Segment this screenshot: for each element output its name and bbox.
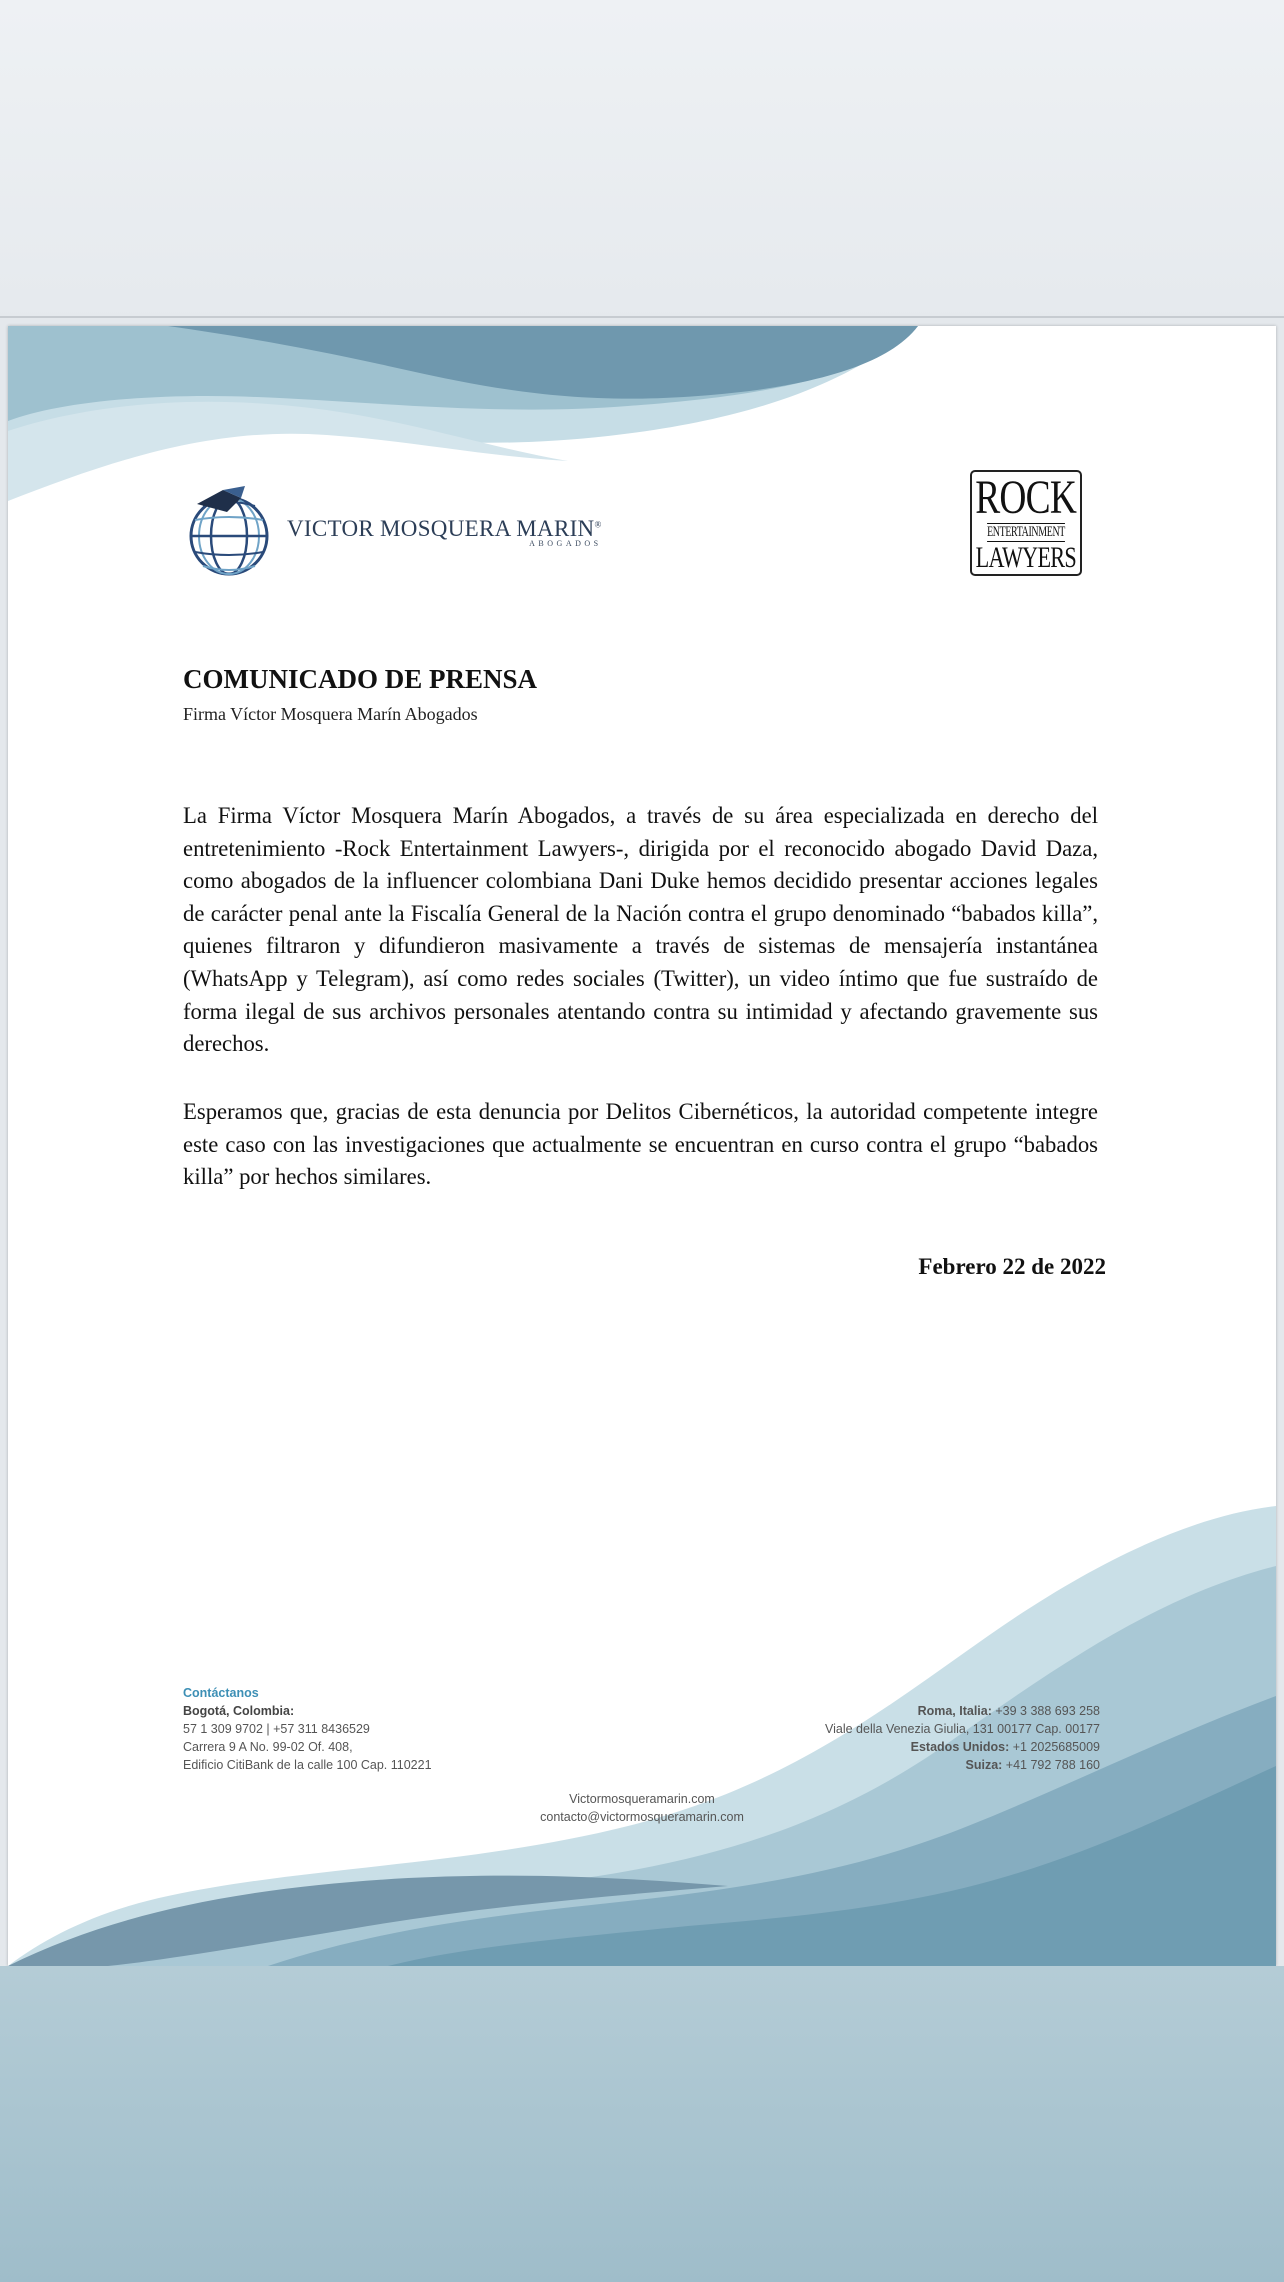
rock-logo-line1: ROCK [975,470,1077,524]
bogota-address-line1: Carrera 9 A No. 99-02 Of. 408, [183,1740,353,1754]
document-page [8,326,1276,1966]
contact-heading: Contáctanos [183,1686,259,1700]
brand-tagline: ABOGADOS [529,539,602,548]
victor-mosquera-marin-logo [183,484,602,580]
email-link[interactable]: contacto@victormosqueramarin.com [540,1810,744,1824]
document-date: Febrero 22 de 2022 [918,1254,1106,1279]
document-subtitle: Firma Víctor Mosquera Marín Abogados [183,704,478,724]
document-title: COMUNICADO DE PRENSA [183,664,538,694]
divider [0,316,1284,318]
brand-wordmark [287,516,602,548]
contact-bogota [183,1684,432,1774]
swiss-label: Suiza: [965,1758,1003,1772]
roma-contact [825,1702,1100,1720]
roma-label: Roma, Italia: [917,1704,992,1718]
rock-entertainment-lawyers-logo [970,470,1082,576]
usa-phone: +1 2025685009 [1012,1740,1100,1754]
body-paragraph-2: Esperamos que, gracias de esta denuncia por Delitos Cibernéticos, la autoridad competente integre este caso con las investigaciones que actualmente se encuentran en curso contra el grupo “babados killa” por hechos similares. [183,1099,1098,1190]
swiss-contact [825,1756,1100,1774]
contact-international [825,1702,1100,1774]
rock-logo-line3: LAWYERS [975,540,1077,574]
usa-label: Estados Unidos: [910,1740,1010,1754]
contact-web [8,1790,1276,1826]
bogota-address-line2: Edificio CitiBank de la calle 100 Cap. 110221 [183,1758,432,1772]
roma-phone: +39 3 388 693 258 [995,1704,1100,1718]
rock-logo-line2: ENTERTAINMENT [987,523,1065,540]
roma-address: Viale della Venezia Giulia, 131 00177 Cap. 00177 [825,1722,1100,1736]
bogota-phones: 57 1 309 9702 | +57 311 8436529 [183,1722,370,1736]
bogota-label: Bogotá, Colombia: [183,1704,295,1718]
body-paragraph-1: La Firma Víctor Mosquera Marín Abogados, a través de su área especializada en derecho del entretenimiento -Rock Entertainment Lawyers-, dirigida por el reconocido abogado David Daza, como abogados de la influencer colombiana Dani Duke hemos decidido presentar acciones legales de carácter penal ante la Fiscalía General de la Nación contra el grupo denominado “babados killa”, quienes filtraron y difundieron masivamente a través de sistemas de mensajería instantánea (WhatsApp y Telegram), así como redes sociales (Twitter), un video íntimo que fue sustraído de forma ilegal de sus archivos personales atentando contra su intimidad y afectando gravemente sus derechos. [183,803,1098,1057]
usa-contact [825,1738,1100,1756]
swiss-phone: +41 792 788 160 [1005,1758,1100,1772]
brand-name: VICTOR MOSQUERA MARIN® [287,516,602,541]
globe-icon [183,484,279,580]
background-area [0,1966,1284,2282]
website-link[interactable]: Victormosqueramarin.com [569,1792,715,1806]
